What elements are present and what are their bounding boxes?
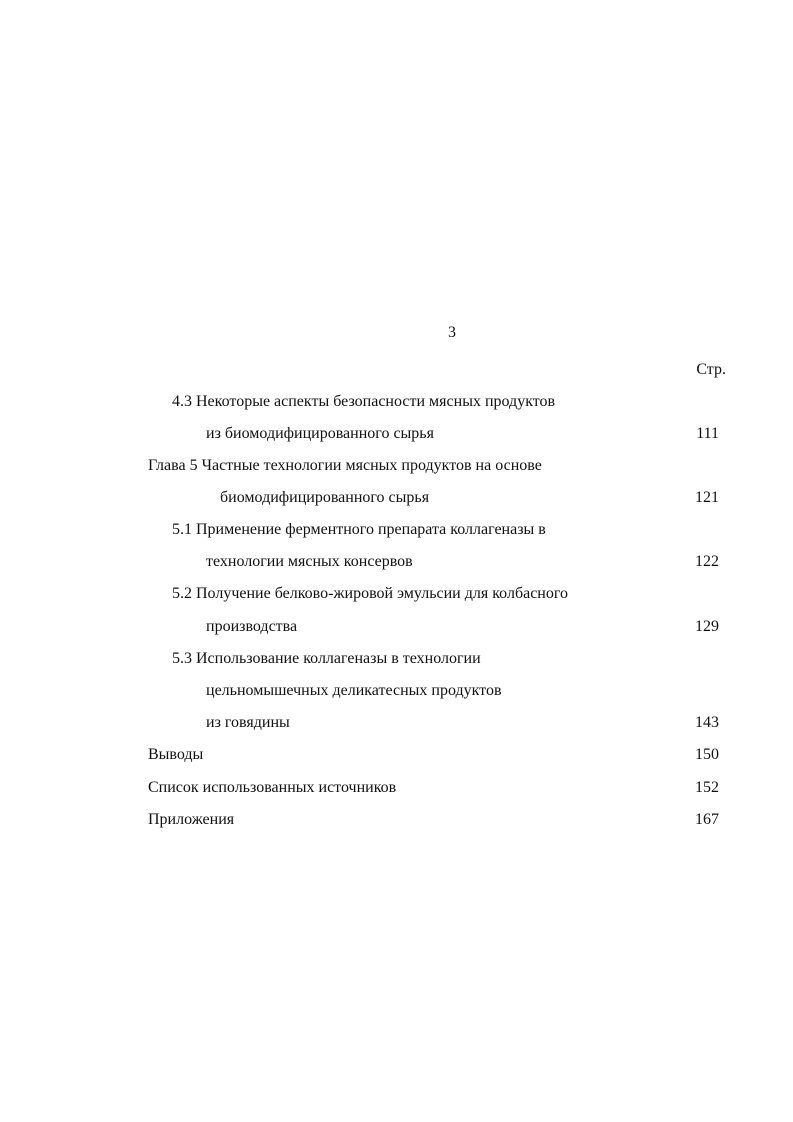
- toc-page-references: 152: [695, 779, 719, 796]
- toc-page-appendices: 167: [695, 811, 719, 828]
- toc-page-chapter-5: 121: [695, 489, 719, 506]
- toc-line-5-1: 5.1 Применение ферментного препарата коллагеназы в: [172, 521, 546, 538]
- toc-line-4-3-cont: из биомодифицированного сырья: [206, 425, 434, 442]
- toc-line-5-2-cont: производства: [206, 618, 298, 635]
- toc-line-5-1-cont: технологии мясных консервов: [206, 553, 413, 570]
- toc-page-5-2: 129: [695, 618, 719, 635]
- toc-line-5-3-cont-2: из говядины: [206, 714, 290, 731]
- toc-line-4-3: 4.3 Некоторые аспекты безопасности мясных продуктов: [172, 393, 556, 410]
- toc-page-4-3: 111: [696, 425, 719, 442]
- toc-page-5-1: 122: [695, 553, 719, 570]
- toc-line-references: Список использованных источников: [148, 779, 397, 796]
- page-column-label: Стр.: [696, 361, 726, 378]
- page-number: 3: [448, 324, 456, 341]
- toc-line-5-3: 5.3 Использование коллагеназы в технологии: [172, 650, 481, 667]
- toc-page-conclusions: 150: [695, 746, 719, 763]
- toc-line-5-3-cont-1: цельномышечных деликатесных продуктов: [206, 682, 502, 699]
- toc-line-chapter-5: Глава 5 Частные технологии мясных продуктов на основе: [148, 457, 542, 474]
- toc-line-chapter-5-cont: биомодифицированного сырья: [220, 489, 430, 506]
- toc-line-appendices: Приложения: [148, 811, 235, 828]
- toc-line-conclusions: Выводы: [148, 746, 204, 763]
- toc-page-5-3: 143: [695, 714, 719, 731]
- toc-line-5-2: 5.2 Получение белково-жировой эмульсии для колбасного: [172, 585, 569, 602]
